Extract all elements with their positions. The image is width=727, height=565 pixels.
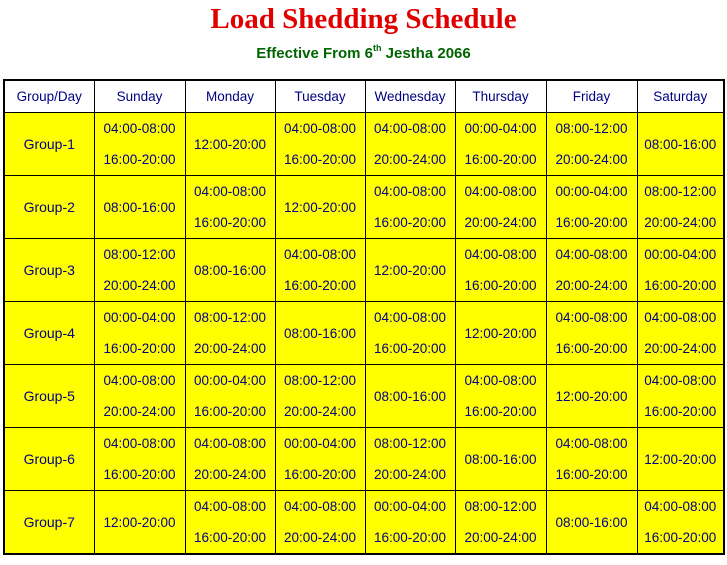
group-label-group-4: Group-4 (4, 302, 94, 365)
time-slot-group-6-sunday-2: 16:00-20:00 (94, 459, 185, 491)
time-slot-group-2-wednesday-1: 04:00-08:00 (365, 176, 455, 208)
group-row-top (4, 239, 724, 271)
time-slot-group-7-wednesday-1: 00:00-04:00 (365, 491, 455, 523)
group-label-group-2: Group-2 (4, 176, 94, 239)
time-slot-group-7-saturday-1: 04:00-08:00 (637, 491, 724, 523)
effective-superscript: th (372, 43, 382, 53)
time-slot-group-7-monday-2: 16:00-20:00 (185, 522, 275, 554)
time-slot-group-4-monday-1: 08:00-12:00 (185, 302, 275, 334)
time-slot-group-7-tuesday-2: 20:00-24:00 (275, 522, 365, 554)
time-slot-group-2-thursday-1: 04:00-08:00 (455, 176, 546, 208)
time-slot-group-1-thursday-2: 16:00-20:00 (455, 144, 546, 176)
time-slot-group-4-sunday-1: 00:00-04:00 (94, 302, 185, 334)
effective-prefix: Effective From 6 (256, 45, 373, 62)
time-slot-group-3-saturday-1: 00:00-04:00 (637, 239, 724, 271)
header-day-friday: Friday (546, 80, 637, 113)
time-slot-group-4-wednesday-1: 04:00-08:00 (365, 302, 455, 334)
time-slot-group-6-saturday: 12:00-20:00 (637, 428, 724, 491)
time-slot-group-4-thursday: 12:00-20:00 (455, 302, 546, 365)
time-slot-group-6-tuesday-1: 00:00-04:00 (275, 428, 365, 460)
header-day-tuesday: Tuesday (275, 80, 365, 113)
group-row-top (4, 428, 724, 460)
header-day-saturday: Saturday (637, 80, 724, 113)
time-slot-group-6-wednesday-1: 08:00-12:00 (365, 428, 455, 460)
time-slot-group-7-thursday-2: 20:00-24:00 (455, 522, 546, 554)
time-slot-group-5-monday-1: 00:00-04:00 (185, 365, 275, 397)
time-slot-group-5-thursday-2: 16:00-20:00 (455, 396, 546, 428)
time-slot-group-4-tuesday: 08:00-16:00 (275, 302, 365, 365)
time-slot-group-2-monday-1: 04:00-08:00 (185, 176, 275, 208)
time-slot-group-7-tuesday-1: 04:00-08:00 (275, 491, 365, 523)
header-day-wednesday: Wednesday (365, 80, 455, 113)
time-slot-group-1-sunday-2: 16:00-20:00 (94, 144, 185, 176)
time-slot-group-5-thursday-1: 04:00-08:00 (455, 365, 546, 397)
time-slot-group-3-saturday-2: 16:00-20:00 (637, 270, 724, 302)
group-row-top (4, 176, 724, 208)
time-slot-group-6-sunday-1: 04:00-08:00 (94, 428, 185, 460)
time-slot-group-3-sunday-2: 20:00-24:00 (94, 270, 185, 302)
time-slot-group-4-friday-2: 16:00-20:00 (546, 333, 637, 365)
time-slot-group-7-monday-1: 04:00-08:00 (185, 491, 275, 523)
time-slot-group-6-monday-2: 20:00-24:00 (185, 459, 275, 491)
time-slot-group-1-sunday-1: 04:00-08:00 (94, 113, 185, 145)
time-slot-group-3-thursday-2: 16:00-20:00 (455, 270, 546, 302)
time-slot-group-7-saturday-2: 16:00-20:00 (637, 522, 724, 554)
group-row-top (4, 302, 724, 334)
time-slot-group-6-wednesday-2: 20:00-24:00 (365, 459, 455, 491)
time-slot-group-2-monday-2: 16:00-20:00 (185, 207, 275, 239)
group-row-bottom (4, 144, 724, 176)
group-label-group-6: Group-6 (4, 428, 94, 491)
header-day-thursday: Thursday (455, 80, 546, 113)
time-slot-group-4-monday-2: 20:00-24:00 (185, 333, 275, 365)
group-label-group-7: Group-7 (4, 491, 94, 555)
effective-suffix: Jestha 2066 (381, 45, 471, 62)
time-slot-group-2-friday-1: 00:00-04:00 (546, 176, 637, 208)
time-slot-group-3-sunday-1: 08:00-12:00 (94, 239, 185, 271)
time-slot-group-5-saturday-2: 16:00-20:00 (637, 396, 724, 428)
time-slot-group-5-friday: 12:00-20:00 (546, 365, 637, 428)
time-slot-group-3-wednesday: 12:00-20:00 (365, 239, 455, 302)
group-label-group-5: Group-5 (4, 365, 94, 428)
group-label-group-1: Group-1 (4, 113, 94, 176)
time-slot-group-2-saturday-2: 20:00-24:00 (637, 207, 724, 239)
time-slot-group-3-friday-2: 20:00-24:00 (546, 270, 637, 302)
time-slot-group-2-thursday-2: 20:00-24:00 (455, 207, 546, 239)
time-slot-group-5-saturday-1: 04:00-08:00 (637, 365, 724, 397)
time-slot-group-5-sunday-2: 20:00-24:00 (94, 396, 185, 428)
time-slot-group-6-friday-2: 16:00-20:00 (546, 459, 637, 491)
time-slot-group-1-tuesday-1: 04:00-08:00 (275, 113, 365, 145)
time-slot-group-1-wednesday-2: 20:00-24:00 (365, 144, 455, 176)
group-row-bottom (4, 270, 724, 302)
time-slot-group-4-sunday-2: 16:00-20:00 (94, 333, 185, 365)
time-slot-group-6-tuesday-2: 16:00-20:00 (275, 459, 365, 491)
time-slot-group-1-wednesday-1: 04:00-08:00 (365, 113, 455, 145)
time-slot-group-7-thursday-1: 08:00-12:00 (455, 491, 546, 523)
page-title: Load Shedding Schedule (210, 3, 517, 35)
time-slot-group-4-wednesday-2: 16:00-20:00 (365, 333, 455, 365)
time-slot-group-1-thursday-1: 00:00-04:00 (455, 113, 546, 145)
time-slot-group-4-friday-1: 04:00-08:00 (546, 302, 637, 334)
time-slot-group-7-wednesday-2: 16:00-20:00 (365, 522, 455, 554)
time-slot-group-2-saturday-1: 08:00-12:00 (637, 176, 724, 208)
time-slot-group-5-tuesday-2: 20:00-24:00 (275, 396, 365, 428)
time-slot-group-6-monday-1: 04:00-08:00 (185, 428, 275, 460)
time-slot-group-4-saturday-1: 04:00-08:00 (637, 302, 724, 334)
time-slot-group-3-thursday-1: 04:00-08:00 (455, 239, 546, 271)
time-slot-group-3-tuesday-1: 04:00-08:00 (275, 239, 365, 271)
time-slot-group-2-tuesday: 12:00-20:00 (275, 176, 365, 239)
time-slot-group-6-friday-1: 04:00-08:00 (546, 428, 637, 460)
group-row-top (4, 365, 724, 397)
time-slot-group-7-sunday: 12:00-20:00 (94, 491, 185, 555)
time-slot-group-4-saturday-2: 20:00-24:00 (637, 333, 724, 365)
time-slot-group-1-friday-2: 20:00-24:00 (546, 144, 637, 176)
time-slot-group-5-tuesday-1: 08:00-12:00 (275, 365, 365, 397)
header-row (4, 80, 724, 113)
time-slot-group-3-monday: 08:00-16:00 (185, 239, 275, 302)
header-day-monday: Monday (185, 80, 275, 113)
time-slot-group-6-thursday: 08:00-16:00 (455, 428, 546, 491)
time-slot-group-1-monday: 12:00-20:00 (185, 113, 275, 176)
time-slot-group-5-monday-2: 16:00-20:00 (185, 396, 275, 428)
time-slot-group-2-friday-2: 16:00-20:00 (546, 207, 637, 239)
time-slot-group-1-friday-1: 08:00-12:00 (546, 113, 637, 145)
header-group-day: Group/Day (4, 80, 94, 113)
effective-date (0, 44, 727, 64)
time-slot-group-7-friday: 08:00-16:00 (546, 491, 637, 555)
time-slot-group-2-sunday: 08:00-16:00 (94, 176, 185, 239)
header-day-sunday: Sunday (94, 80, 185, 113)
time-slot-group-1-saturday: 08:00-16:00 (637, 113, 724, 176)
schedule-table (3, 79, 725, 555)
group-row-top (4, 491, 724, 523)
group-row-bottom (4, 459, 724, 491)
time-slot-group-3-friday-1: 04:00-08:00 (546, 239, 637, 271)
time-slot-group-1-tuesday-2: 16:00-20:00 (275, 144, 365, 176)
group-row-top (4, 113, 724, 145)
time-slot-group-3-tuesday-2: 16:00-20:00 (275, 270, 365, 302)
time-slot-group-2-wednesday-2: 16:00-20:00 (365, 207, 455, 239)
time-slot-group-5-sunday-1: 04:00-08:00 (94, 365, 185, 397)
group-label-group-3: Group-3 (4, 239, 94, 302)
time-slot-group-5-wednesday: 08:00-16:00 (365, 365, 455, 428)
